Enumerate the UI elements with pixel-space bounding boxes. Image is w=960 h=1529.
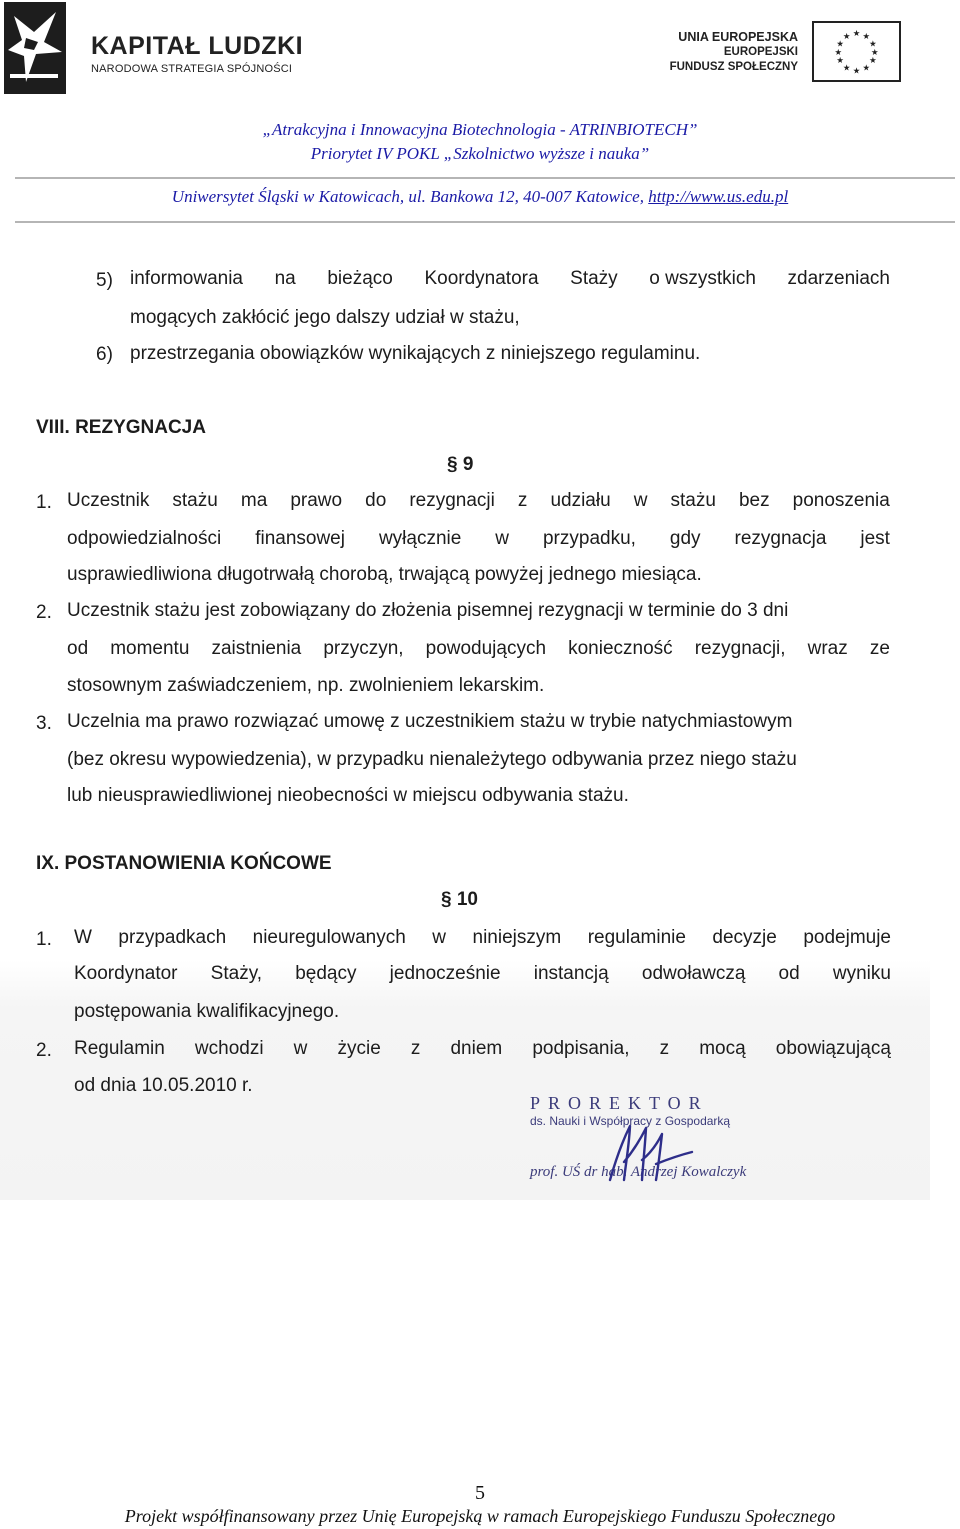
list-num-5: 5) — [96, 270, 113, 291]
word: wyniku — [832, 963, 891, 984]
word: w — [633, 490, 648, 511]
s8-p1-line1 — [67, 490, 890, 512]
word: rezygnacji — [409, 490, 495, 511]
word: ze — [869, 638, 890, 659]
s9-p1-line2 — [74, 963, 891, 985]
word: na — [274, 268, 296, 289]
s8-p2-line3: stosownym zaświadczeniem, np. zwolnieniem lekarskim. — [67, 675, 545, 696]
word: podejmuje — [803, 927, 891, 948]
s9-p1-line1 — [74, 927, 891, 949]
word: od — [778, 963, 800, 984]
kapital-ludzki-emblem-icon — [4, 2, 66, 94]
word: przypadkach — [118, 927, 227, 948]
word: z — [517, 490, 528, 511]
project-priority: Priorytet IV POKL „Szkolnictwo wyższe i nauka” — [310, 144, 650, 163]
word: regulaminie — [587, 927, 686, 948]
word: będący — [295, 963, 357, 984]
word: Koordynatora — [424, 268, 539, 289]
word: gdy — [669, 528, 701, 549]
eu-line2: EUROPEJSKI — [723, 46, 798, 58]
kapital-ludzki-logo — [4, 2, 304, 94]
paragraph-mark-10: § 10 — [441, 889, 478, 910]
word: jednocześnie — [389, 963, 501, 984]
university-link[interactable]: http://www.us.edu.pl — [648, 187, 789, 206]
word: dniem — [450, 1038, 503, 1059]
eu-line3: FUNDUSZ SPOŁECZNY — [669, 61, 798, 73]
word: o wszystkich — [649, 268, 756, 289]
word: z — [659, 1038, 670, 1059]
word: momentu — [110, 638, 190, 659]
word: w — [293, 1038, 308, 1059]
word: mocą — [699, 1038, 746, 1059]
word: życie — [337, 1038, 381, 1059]
word: jest — [860, 528, 890, 549]
list-num-6: 6) — [96, 344, 113, 365]
list-num: 1. — [36, 492, 52, 513]
item6-text: przestrzegania obowiązków wynikających z niniejszego regulaminu. — [130, 343, 701, 364]
handwritten-signature — [596, 1122, 706, 1184]
svg-text:★: ★ — [842, 62, 851, 73]
s8-p3-line1: Uczelnia ma prawo rozwiązać umowę z uczestnikiem stażu w trybie natychmiastowym — [67, 711, 793, 732]
word: Uczestnik — [67, 490, 150, 511]
word: rezygnacji, — [694, 638, 786, 659]
list-num: 2. — [36, 602, 52, 623]
word: finansowej — [255, 528, 345, 549]
word: Regulamin — [74, 1038, 165, 1059]
s8-p2-line1: Uczestnik stażu jest zobowiązany do złożenia pisemnej rezygnacji w terminie do 3 dni — [67, 600, 789, 621]
word: obowiązującą — [775, 1038, 891, 1059]
word: udziału — [550, 490, 611, 511]
word: powodujących — [425, 638, 547, 659]
stamp-subtitle: ds. Nauki i Współpracy z Gospodarką — [530, 1114, 731, 1128]
word: Staży, — [210, 963, 263, 984]
list-num: 2. — [36, 1040, 52, 1061]
item5-line2: mogących zakłócić jego dalszy udział w stażu, — [130, 307, 520, 328]
svg-text:★: ★ — [852, 28, 861, 39]
s9-p2-line2: od dnia 10.05.2010 r. — [74, 1075, 253, 1096]
section-heading-postanowienia: IX. POSTANOWIENIA KOŃCOWE — [36, 853, 332, 874]
word: nieuregulowanych — [252, 927, 406, 948]
svg-text:★: ★ — [862, 30, 871, 41]
word: bez — [738, 490, 770, 511]
word: podpisania, — [532, 1038, 630, 1059]
s9-p1-line3: postępowania kwalifikacyjnego. — [74, 1001, 340, 1022]
word: do — [365, 490, 387, 511]
item5-line1 — [130, 268, 890, 290]
stamp-name: prof. UŚ dr hab. Andrzej Kowalczyk — [530, 1164, 747, 1180]
word: niniejszym — [472, 927, 562, 948]
word: wchodzi — [194, 1038, 264, 1059]
address-text: Uniwersytet Śląski w Katowicach, ul. Bankowa 12, 40-007 Katowice, — [171, 187, 644, 206]
word: rezygnacja — [734, 528, 827, 549]
svg-text:★: ★ — [852, 65, 861, 76]
word: odpowiedzialności — [67, 528, 222, 549]
word: zaistnienia — [211, 638, 302, 659]
word: ma — [240, 490, 268, 511]
word: z — [410, 1038, 421, 1059]
word: instancją — [533, 963, 609, 984]
svg-text:★: ★ — [862, 62, 871, 73]
s8-p3-line3: lub nieusprawiedliwionej nieobecności w miejscu odbywania stażu. — [67, 785, 629, 806]
word: przypadku, — [542, 528, 636, 549]
header-divider — [15, 177, 955, 179]
s8-p1-line2 — [67, 528, 890, 550]
s8-p2-line2 — [67, 638, 890, 660]
university-address — [0, 187, 960, 207]
list-num: 3. — [36, 713, 52, 734]
svg-text:★: ★ — [836, 55, 844, 66]
word: ponoszenia — [792, 490, 890, 511]
word: odwoławczą — [641, 963, 746, 984]
svg-text:★: ★ — [834, 46, 843, 57]
eu-logo-text — [670, 30, 798, 75]
eu-flag-icon — [812, 21, 901, 82]
svg-text:★: ★ — [842, 30, 851, 41]
svg-text:★: ★ — [869, 55, 877, 66]
s9-p2-line1 — [74, 1038, 891, 1060]
word: zdarzeniach — [787, 268, 890, 289]
word: od — [67, 638, 89, 659]
project-title: „Atrakcyjna i Innowacyjna Biotechnologia - ATRINBIOTECH” — [262, 120, 698, 139]
stamp-title: PROREKTOR — [530, 1093, 709, 1113]
word: wyłącznie — [378, 528, 462, 549]
section-heading-rezygnacja: VIII. REZYGNACJA — [36, 417, 206, 438]
paragraph-mark-9: § 9 — [447, 454, 474, 475]
s8-p3-line2: (bez okresu wypowiedzenia), w przypadku nienależytego odbywania przez niego stażu — [67, 749, 797, 770]
word: konieczność — [568, 638, 673, 659]
header-divider-bottom — [15, 221, 955, 223]
word: Staży — [570, 268, 618, 289]
word: bieżąco — [327, 268, 393, 289]
logo-title: KAPITAŁ LUDZKI — [91, 32, 304, 60]
svg-text:★: ★ — [836, 38, 844, 49]
svg-text:★: ★ — [869, 38, 877, 49]
word: w — [432, 927, 447, 948]
footer-text: Projekt współfinansowany przez Unię Europejską w ramach Europejskiego Funduszu Społecznego — [124, 1506, 836, 1526]
word: wraz — [807, 638, 848, 659]
word: stażu — [670, 490, 716, 511]
word: w — [495, 528, 510, 549]
svg-text:★: ★ — [870, 46, 879, 57]
page-number: 5 — [475, 1482, 485, 1504]
s8-p1-line3: usprawiedliwiona długotrwałą chorobą, trwającą powyżej jednego miesiąca. — [67, 564, 702, 585]
word: stażu — [172, 490, 218, 511]
list-num: 1. — [36, 929, 52, 950]
word: decyzje — [712, 927, 777, 948]
eu-line1: UNIA EUROPEJSKA — [678, 30, 798, 44]
word: informowania — [130, 268, 243, 289]
word: W — [74, 927, 92, 948]
word: przyczyn, — [323, 638, 404, 659]
logo-subtitle: NARODOWA STRATEGIA SPÓJNOŚCI — [91, 63, 293, 75]
word: prawo — [290, 490, 343, 511]
word: Koordynator — [74, 963, 178, 984]
